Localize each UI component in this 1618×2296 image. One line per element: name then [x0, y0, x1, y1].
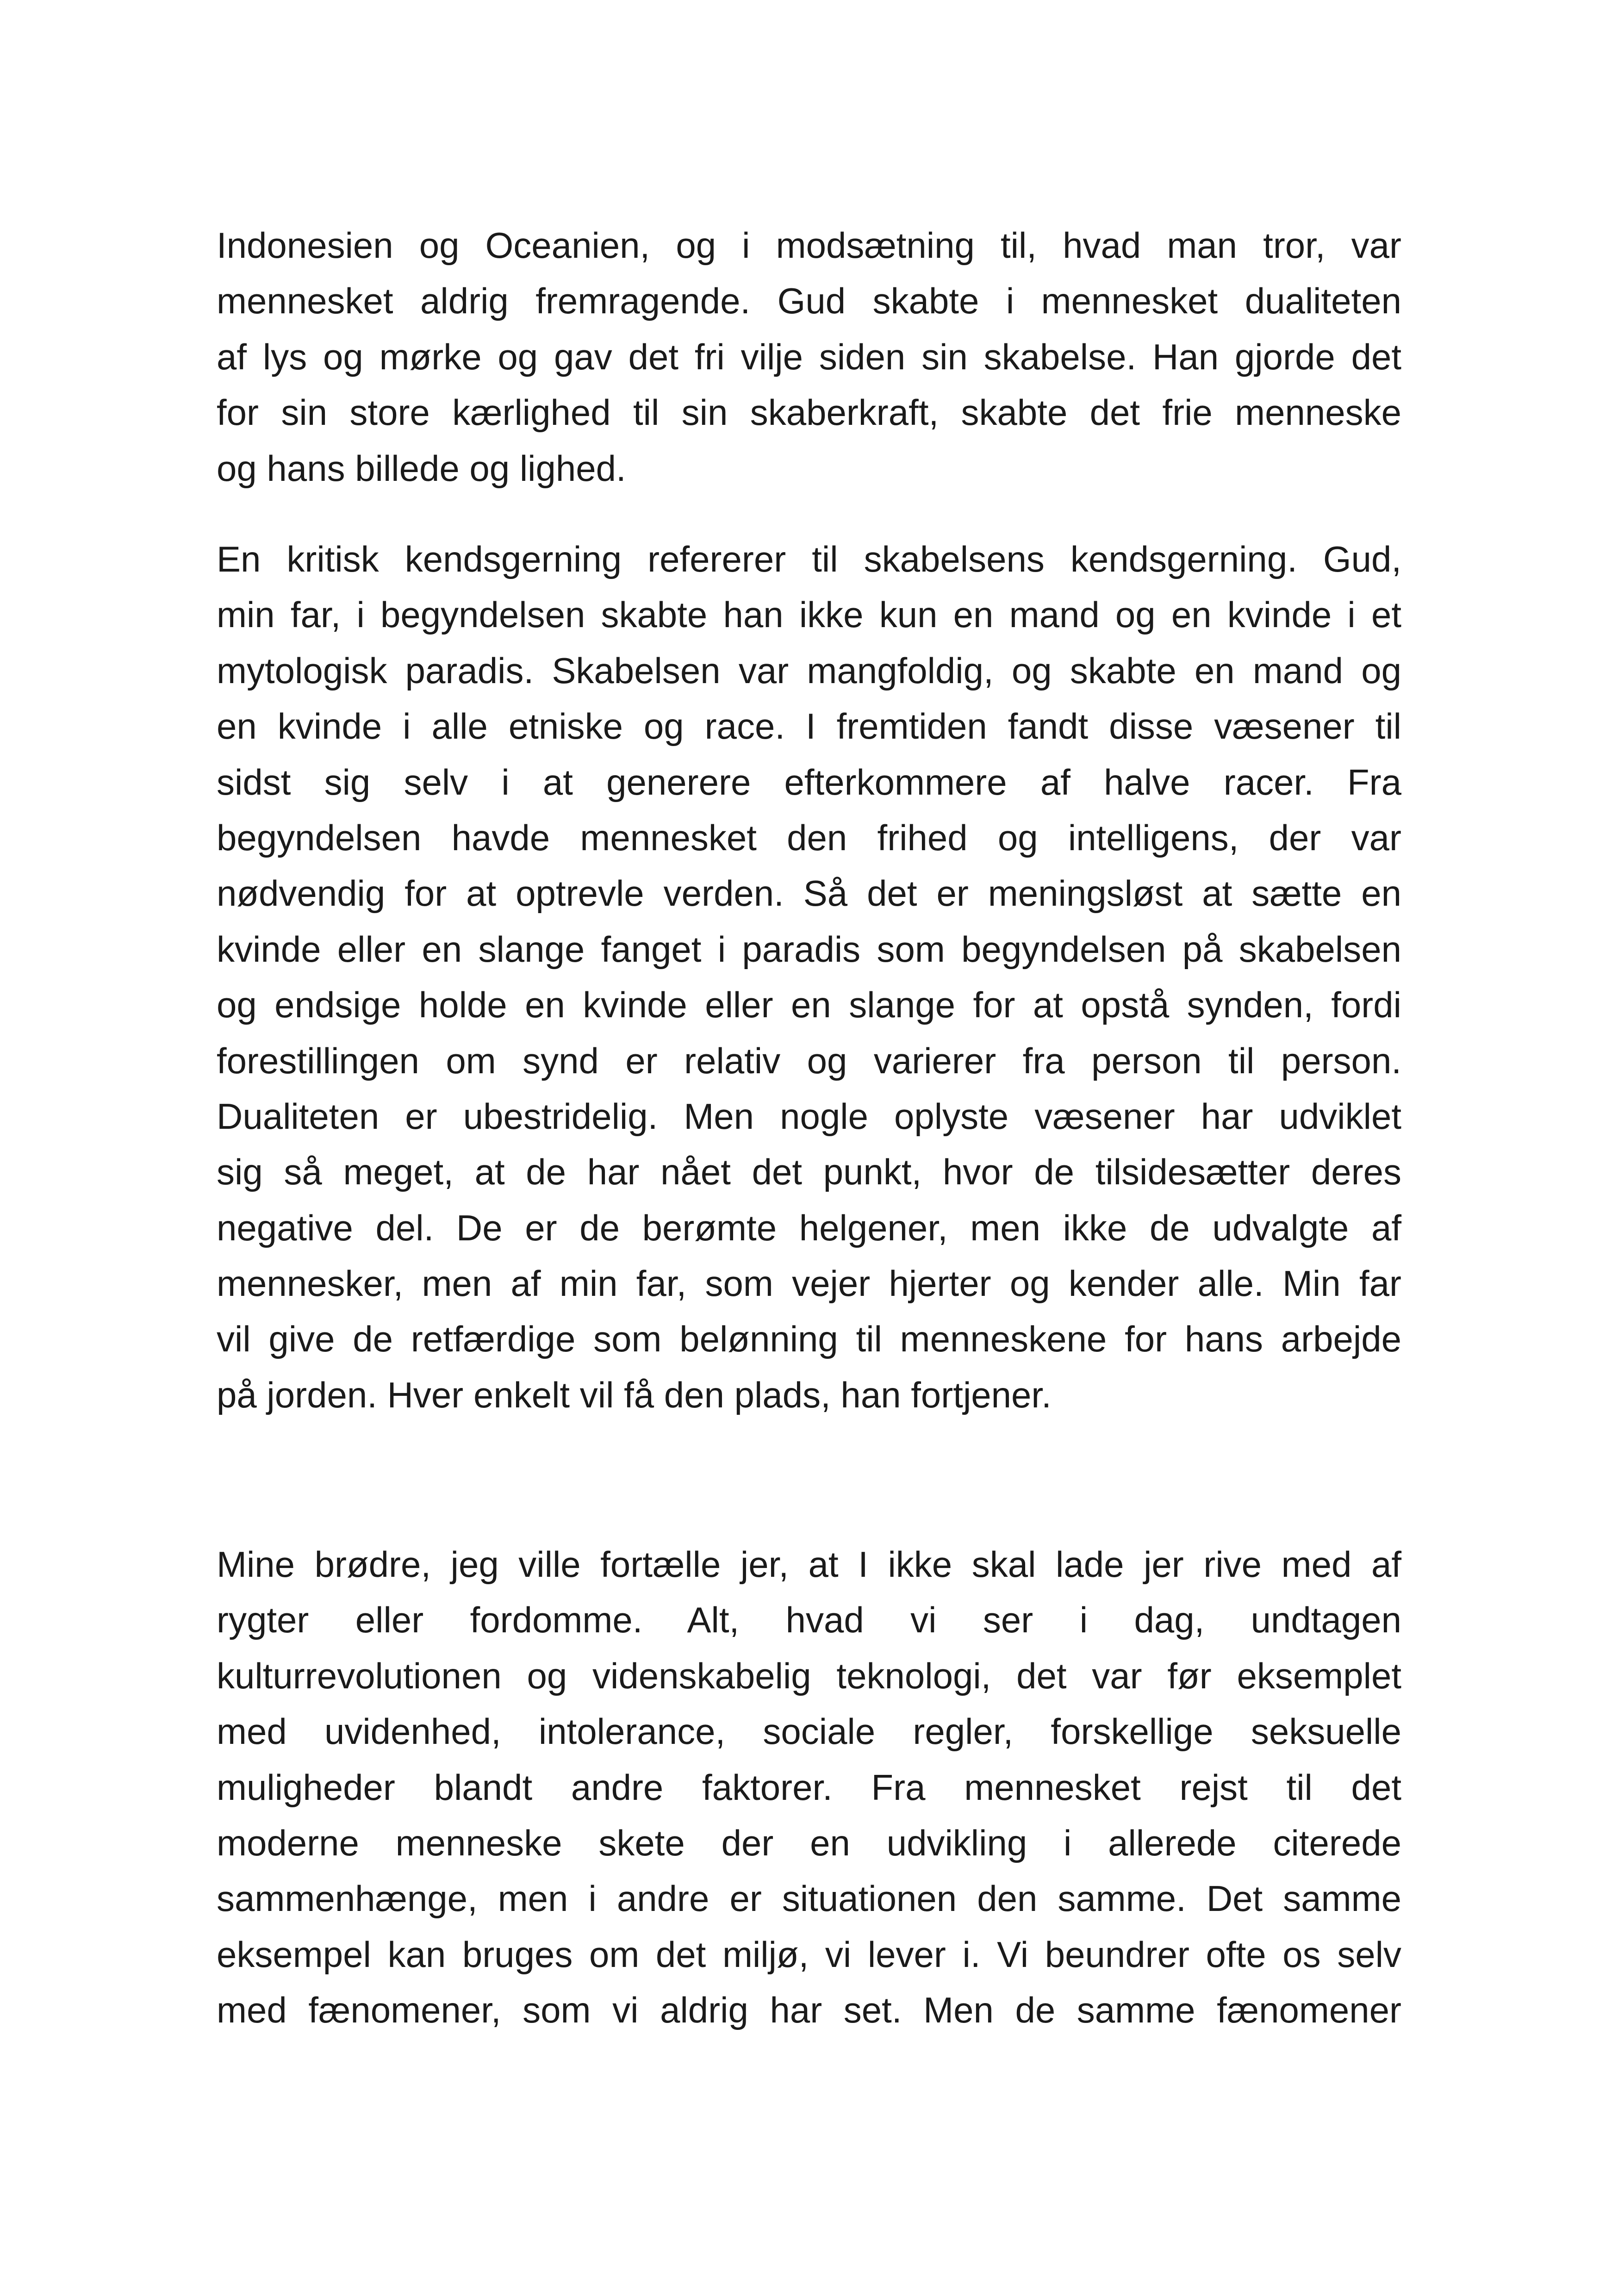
paragraph-line: eksempel kan bruges om det miljø, vi lever i. Vi beundrer ofte os selv: [217, 1934, 1401, 1975]
paragraph-line: på jorden. Hver enkelt vil få den plads, han fortjener.: [217, 1374, 1052, 1415]
paragraph-line: negative del. De er de berømte helgener, men ikke de udvalgte af: [217, 1207, 1401, 1248]
paragraph-line: min far, i begyndelsen skabte han ikke kun en mand og en kvinde i et: [217, 594, 1401, 635]
paragraph-line: sig så meget, at de har nået det punkt, hvor de tilsidesætter deres: [217, 1151, 1401, 1193]
paragraph-line: muligheder blandt andre faktorer. Fra mennesket rejst til det: [217, 1767, 1401, 1808]
paragraph-line: moderne menneske skete der en udvikling i allerede citerede: [217, 1822, 1401, 1863]
paragraph-line: Indonesien og Oceanien, og i modsætning til, hvad man tror, var: [217, 225, 1401, 266]
paragraph-line: Dualiteten er ubestridelig. Men nogle oplyste væsener har udviklet: [217, 1095, 1401, 1137]
paragraph-line: af lys og mørke og gav det fri vilje siden sin skabelse. Han gjorde det: [217, 336, 1401, 377]
paragraph-line: Mine brødre, jeg ville fortælle jer, at I ikke skal lade jer rive med af: [217, 1544, 1401, 1585]
paragraph-line: vil give de retfærdige som belønning til menneskene for hans arbejde: [217, 1319, 1401, 1360]
paragraph-1: [217, 218, 1401, 496]
paragraph-3: [217, 1537, 1401, 2038]
paragraph-line: rygter eller fordomme. Alt, hvad vi ser i dag, undtagen: [217, 1599, 1401, 1641]
paragraph-line: nødvendig for at optrevle verden. Så det er meningsløst at sætte en: [217, 873, 1401, 914]
paragraph-2: [217, 531, 1401, 1423]
paragraph-line: mytologisk paradis. Skabelsen var mangfoldig, og skabte en mand og: [217, 650, 1401, 691]
paragraph-line: mennesker, men af min far, som vejer hjerter og kender alle. Min far: [217, 1263, 1401, 1304]
paragraph-line: kvinde eller en slange fanget i paradis som begyndelsen på skabelsen: [217, 928, 1401, 970]
paragraph-line: en kvinde i alle etniske og race. I fremtiden fandt disse væsener til: [217, 706, 1401, 747]
paragraph-line: En kritisk kendsgerning refererer til skabelsens kendsgerning. Gud,: [217, 539, 1401, 579]
paragraph-line: for sin store kærlighed til sin skaberkraft, skabte det frie menneske: [217, 392, 1401, 433]
paragraph-line: forestillingen om synd er relativ og varierer fra person til person.: [217, 1040, 1401, 1081]
paragraph-line: med fænomener, som vi aldrig har set. Men de samme fænomener: [217, 1990, 1401, 2031]
paragraph-line: begyndelsen havde mennesket den frihed og intelligens, der var: [217, 817, 1401, 858]
paragraph-line: kulturrevolutionen og videnskabelig teknologi, det var før eksemplet: [217, 1655, 1401, 1696]
paragraph-line: mennesket aldrig fremragende. Gud skabte i mennesket dualiteten: [217, 280, 1401, 322]
paragraph-line: og hans billede og lighed.: [217, 448, 626, 489]
paragraph-line: med uvidenhed, intolerance, sociale regler, forskellige seksuelle: [217, 1711, 1401, 1752]
paragraph-line: og endsige holde en kvinde eller en slange for at opstå synden, fordi: [217, 984, 1401, 1026]
paragraph-line: sidst sig selv i at generere efterkommere af halve racer. Fra: [217, 761, 1401, 803]
paragraph-line: sammenhænge, men i andre er situationen den samme. Det samme: [217, 1878, 1401, 1919]
